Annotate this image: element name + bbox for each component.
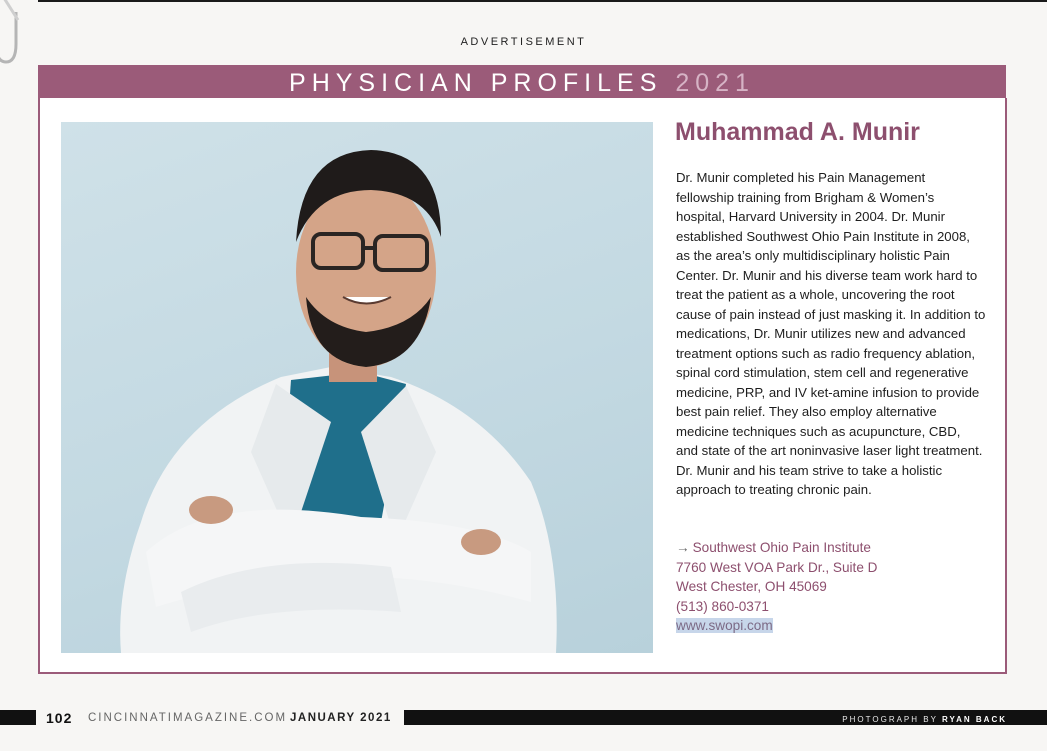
banner-title-text: PHYSICIAN PROFILES (289, 69, 663, 97)
address-line-1: 7760 West VOA Park Dr., Suite D (676, 559, 878, 575)
phone-number[interactable]: (513) 860-0371 (676, 598, 769, 614)
website-link[interactable]: www.swopi.com (676, 618, 773, 634)
footer-bar-left (0, 710, 36, 725)
banner-year: 2021 (675, 69, 755, 97)
top-rule (38, 0, 1047, 2)
address-line-2: West Chester, OH 45069 (676, 579, 827, 595)
practice-line (676, 538, 996, 558)
physician-photo (61, 122, 653, 653)
banner (38, 65, 1006, 98)
photo-credit (842, 715, 1007, 724)
credit-prefix: PHOTOGRAPH BY (842, 715, 938, 724)
banner-title (38, 69, 1006, 98)
footer-bar-right (404, 710, 1047, 725)
footer-issue: JANUARY 2021 (290, 712, 392, 724)
contact-block (676, 538, 996, 636)
physician-illustration (61, 122, 653, 653)
physician-bio: Dr. Munir completed his Pain Management fellowship training from Brigham & Women’s hospital, Harvard University in 2004. Dr. Munir established Southwest Ohio Pain Institute in 2008, as the area’s only multidisciplinary holistic Pain Center. Dr. Munir and his diverse team work hard to treat the patient as a whole, uncovering the root cause of pain instead of just masking it. In addition to medications, Dr. Munir utilizes new and advanced treatment options such as radio frequency ablation, spinal cord stimulation, stem cell and regenerative medicine, PRP, and IV ket-amine infusion to provide best pain relief. They also employ alternative medicine techniques such as acupuncture, CBD, and state of the art noninvasive laser light treatment. Dr. Munir and his team strive to take a holistic approach to treating chronic pain. (676, 170, 986, 497)
arrow-right-icon: → (676, 540, 690, 555)
advertisement-label: ADVERTISEMENT (460, 36, 587, 48)
page-footer (0, 708, 1047, 728)
credit-name: RYAN BACK (942, 715, 1007, 724)
page-number: 102 (46, 710, 73, 726)
footer-site: CINCINNATIMAGAZINE.COM (88, 712, 288, 724)
practice-name[interactable]: Southwest Ohio Pain Institute (692, 540, 871, 555)
physician-name: Muhammad A. Munir (675, 118, 920, 146)
